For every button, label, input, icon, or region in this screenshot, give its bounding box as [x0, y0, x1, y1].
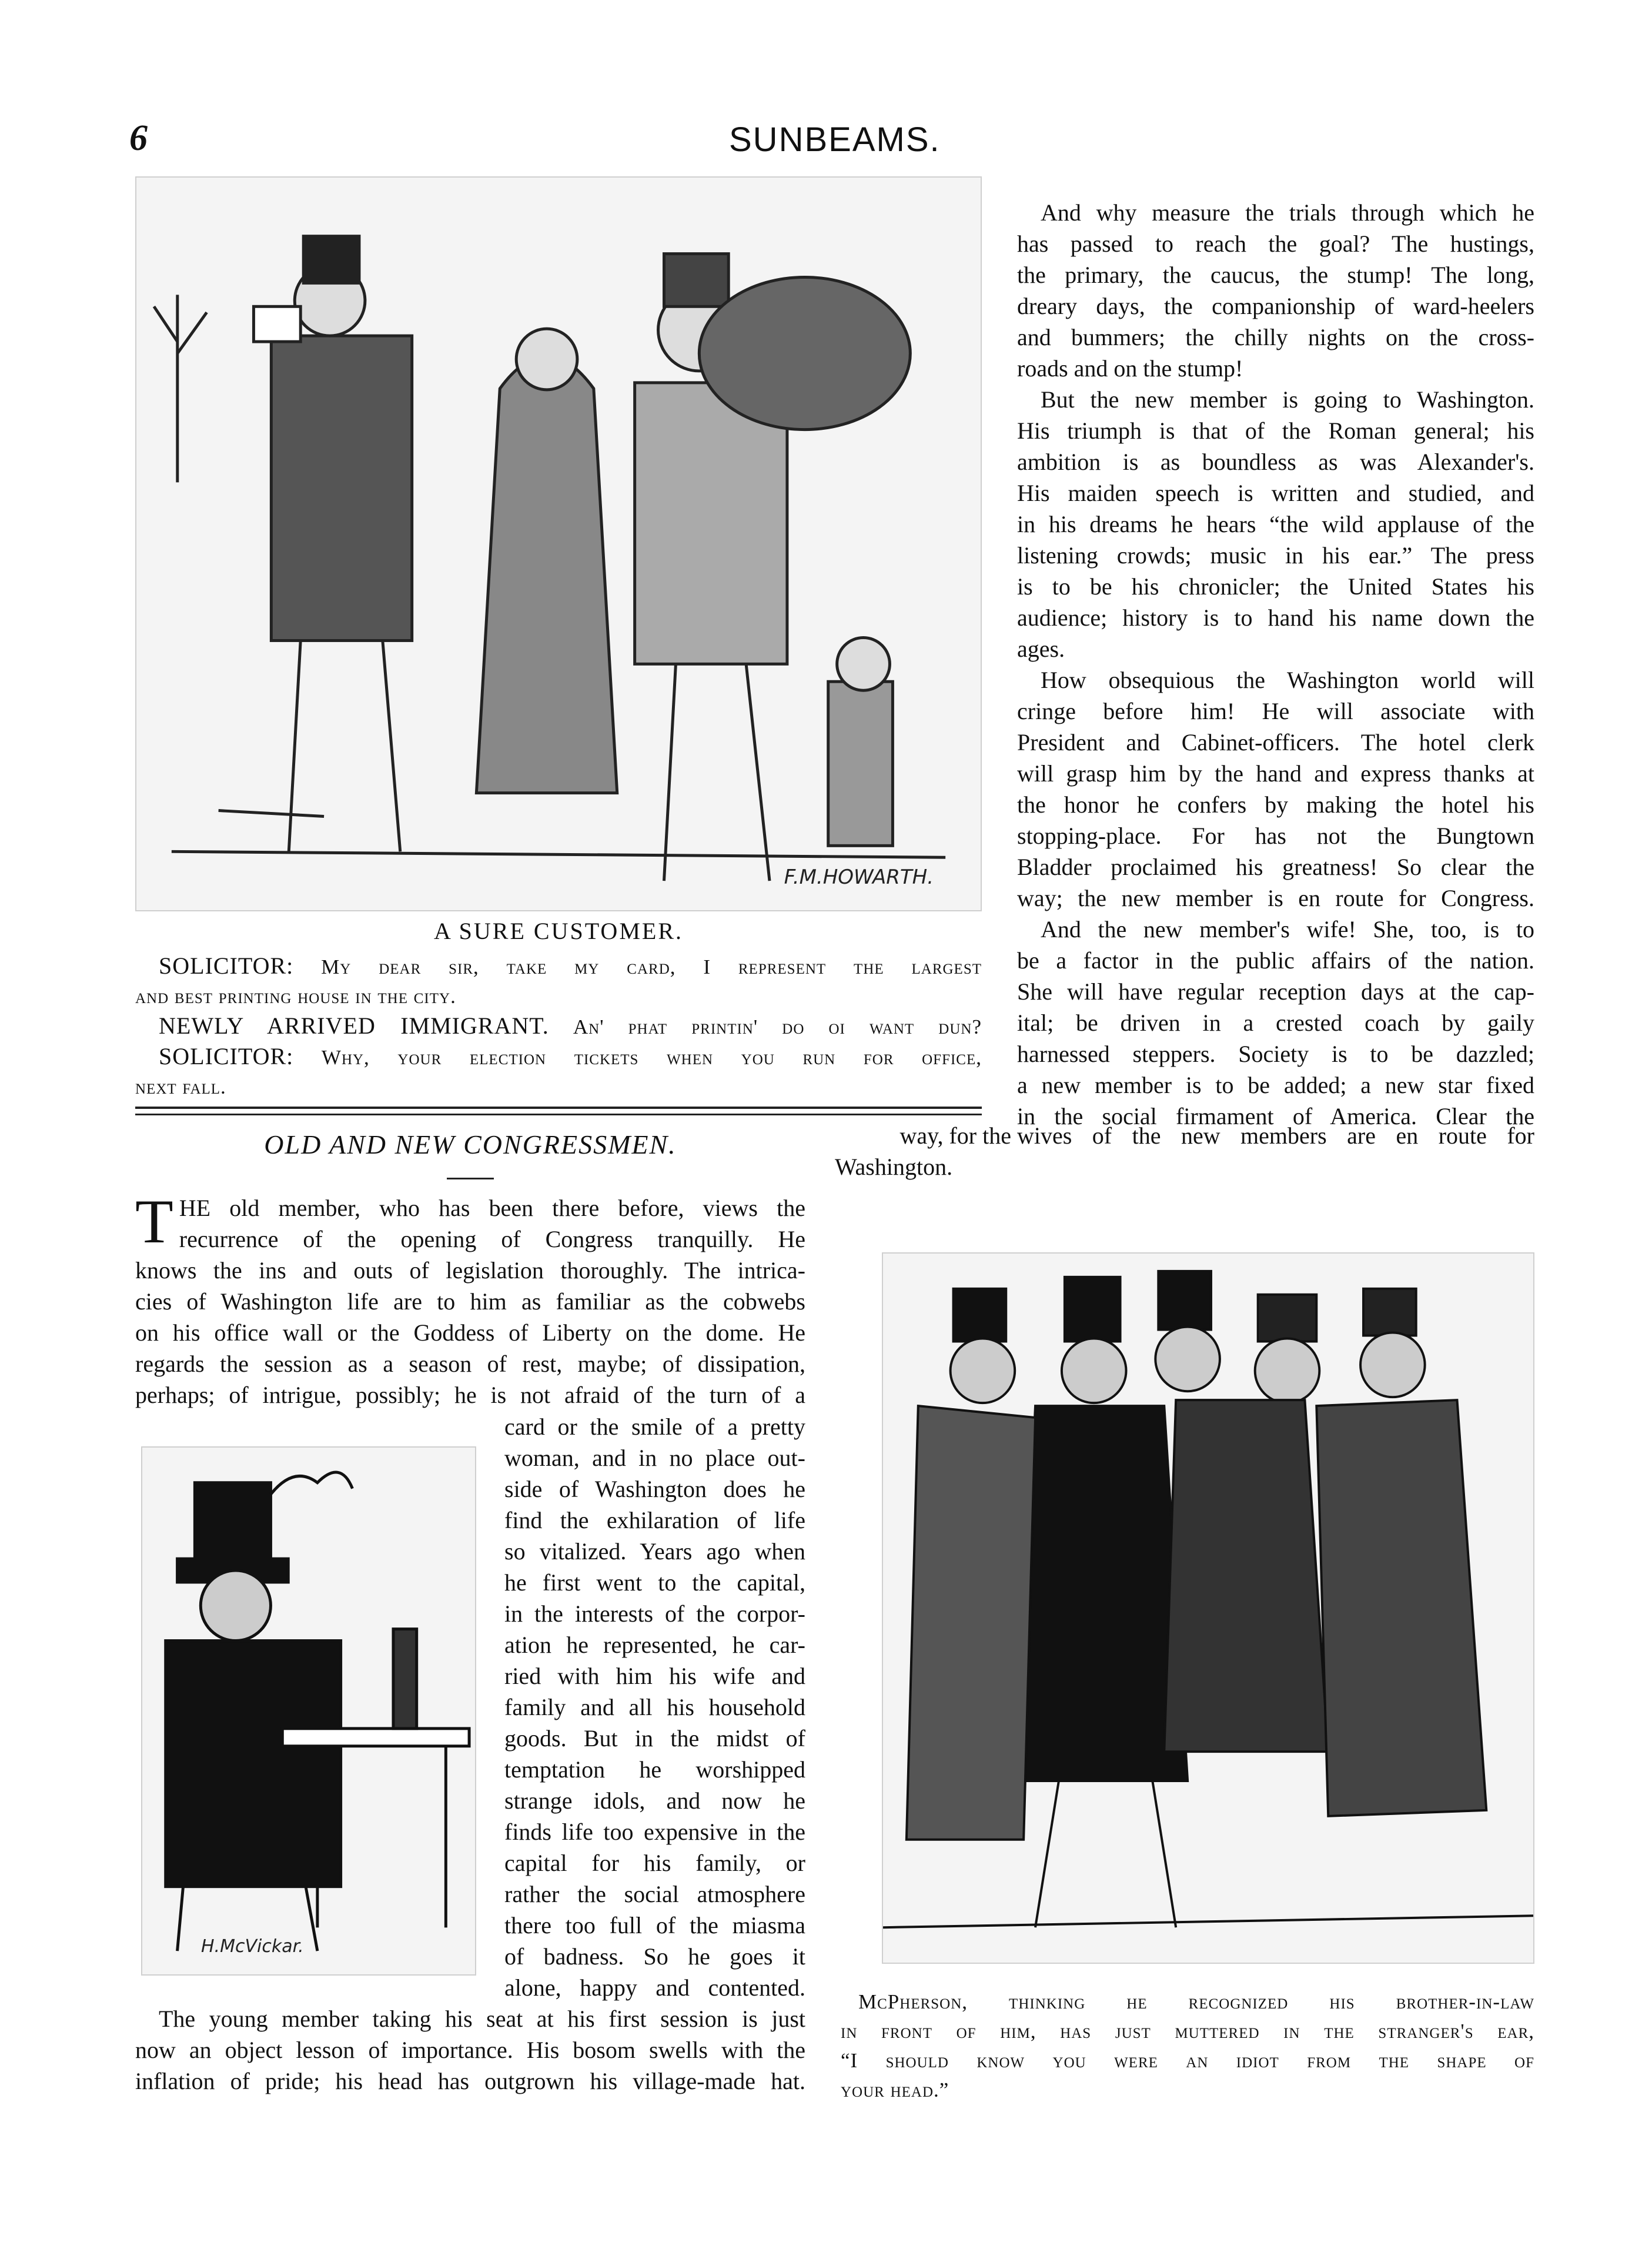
wide-line-left: way, for the	[899, 1122, 1011, 1149]
artist-signature: F.M.HOWARTH.	[784, 865, 934, 889]
caption-line: next fall.	[135, 1075, 226, 1098]
paragraph-line: His triumph is that of the Roman general; his	[1017, 417, 1534, 444]
paragraph-line: roads and on the stump!	[1017, 355, 1243, 382]
paragraph-line: of badness. So he goes it	[504, 1943, 805, 1970]
a-sure-customer-illustration	[135, 176, 982, 911]
cartoon-drawing	[136, 178, 981, 910]
crowd-caption	[841, 1987, 1534, 2105]
paragraph-line: ambition is as boundless as was Alexander's.	[1017, 449, 1534, 475]
paragraph-line: goods. But in the midst of	[504, 1725, 805, 1752]
paragraph-line: woman, and in no place out-	[504, 1445, 805, 1471]
paragraph-line: President and Cabinet-officers. The hotel clerk	[1017, 729, 1534, 756]
article-narrow-text	[504, 1411, 805, 2003]
paragraph-line: harnessed steppers. Society is to be dazzled;	[1017, 1041, 1534, 1067]
paragraph-line: cringe before him! He will associate with	[1017, 698, 1534, 724]
paragraph-line: alone, happy and contented.	[504, 1974, 805, 2001]
paragraph-line: ital; be driven in a crested coach by gaily	[1017, 1010, 1534, 1036]
paragraph-line: card or the smile of a pretty	[504, 1413, 805, 1440]
paragraph-line: The young member taking his seat at his first session is just	[159, 2006, 805, 2032]
caption-line: McPherson, thinking he recognized his brother-in-law	[858, 1990, 1534, 2013]
drop-cap: T	[135, 1187, 173, 1256]
paragraph-line: in the social firmament of America. Clear the	[1017, 1103, 1534, 1129]
paragraph-line: temptation he worshipped	[504, 1756, 805, 1783]
paragraph-line: capital for his family, or	[504, 1850, 805, 1876]
paragraph-line: in his dreams he hears “the wild applause of the	[1017, 511, 1534, 537]
paragraph-line: ages.	[1017, 636, 1065, 662]
paragraph-line: regards the session as a season of rest, maybe; of dissipation,	[135, 1351, 805, 1377]
running-title: SUNBEAMS.	[729, 121, 941, 159]
paragraph-line: HE old member, who has been there before, views the	[179, 1195, 805, 1221]
cartoon-dialogue	[135, 951, 982, 1102]
paragraph-line: side of Washington does he	[504, 1476, 805, 1502]
paragraph-line: on his office wall or the Goddess of Liberty on the dome. He	[135, 1319, 805, 1346]
paragraph-line: And why measure the trials through which he	[1041, 199, 1534, 226]
paragraph-line: is to be his chronicler; the United States his	[1017, 573, 1534, 600]
paragraph-line: inflation of pride; his head has outgrown his village-made hat.	[135, 2068, 805, 2094]
paragraph-line: strange idols, and now he	[504, 1787, 805, 1814]
paragraph-line: audience; history is to hand his name down the	[1017, 604, 1534, 631]
caption-line: in front of him, has just muttered in the stranger's ear,	[841, 2020, 1534, 2043]
paragraph-line: now an object lesson of importance. His bosom swells with the	[135, 2037, 805, 2063]
artist-signature: H.McVickar.	[201, 1936, 304, 1957]
wide-line-right: wives of the new members are en route for	[1017, 1122, 1534, 1149]
paragraph-line: has passed to reach the goal? The hustings,	[1017, 230, 1534, 257]
paragraph-line: finds life too expensive in the	[504, 1819, 805, 1845]
paragraph-line: a new member is to be added; a new star fixed	[1017, 1072, 1534, 1098]
paragraph-line: ried with him his wife and	[504, 1663, 805, 1689]
caption-line: NEWLY ARRIVED IMMIGRANT. An' phat printin' do oi want dun?	[159, 1012, 982, 1039]
article-closing-text	[135, 2003, 805, 2097]
paragraph-line: find the exhilaration of life	[504, 1507, 805, 1533]
paragraph-line: the honor he confers by making the hotel his	[1017, 791, 1534, 818]
section-rule	[135, 1114, 982, 1115]
paragraph-line: cies of Washington life are to him as familiar as the cobwebs	[135, 1288, 805, 1315]
paragraph-line: the primary, the caucus, the stump! The long,	[1017, 262, 1534, 288]
paragraph-line: rather the social atmosphere	[504, 1881, 805, 1907]
paragraph-line: But the new member is going to Washington.	[1041, 386, 1534, 413]
page-number: 6	[129, 118, 148, 158]
paragraph-line: he first went to the capital,	[504, 1569, 805, 1596]
caption-line: SOLICITOR: My dear sir, take my card, I represent the largest	[159, 952, 982, 979]
wide-line-final: Washington.	[835, 1154, 953, 1180]
paragraph-line: family and all his household	[504, 1694, 805, 1720]
paragraph-line: there too full of the miasma	[504, 1912, 805, 1939]
title-rule	[447, 1178, 494, 1179]
caption-line: SOLICITOR: Why, your election tickets when you run for office,	[159, 1043, 982, 1070]
paragraph-line: in the interests of the corpor-	[504, 1600, 805, 1627]
caption-line: and best printing house in the city.	[135, 985, 456, 1008]
paragraph-line: way; the new member is en route for Congress.	[1017, 885, 1534, 911]
paragraph-line: and bummers; the chilly nights on the cross-	[1017, 324, 1534, 350]
crowd-illustration	[882, 1252, 1534, 1964]
paragraph-line: dreary days, the companionship of ward-heelers	[1017, 293, 1534, 319]
article-title: OLD AND NEW CONGRESSMEN.	[264, 1129, 677, 1159]
paragraph-line: She will have regular reception days at the cap-	[1017, 978, 1534, 1005]
paragraph-line: Bladder proclaimed his greatness! So clear the	[1017, 854, 1534, 880]
old-member-drawing	[142, 1448, 475, 1974]
paragraph-line: listening crowds; music in his ear.” The press	[1017, 542, 1534, 569]
paragraph-line: perhaps; of intrigue, possibly; he is not afraid of the turn of a	[135, 1382, 805, 1408]
paragraph-line: His maiden speech is written and studied, and	[1017, 480, 1534, 506]
paragraph-line: recurrence of the opening of Congress tranquilly. He	[179, 1226, 805, 1252]
paragraph-line: How obsequious the Washington world will	[1041, 667, 1534, 693]
paragraph-line: knows the ins and outs of legislation thoroughly. The intrica-	[135, 1257, 805, 1284]
paragraph-line: be a factor in the public affairs of the nation.	[1017, 947, 1534, 974]
paragraph-line: ation he represented, he car-	[504, 1632, 805, 1658]
crowd-drawing	[883, 1254, 1533, 1963]
paragraph-line: And the new member's wife! She, too, is to	[1041, 916, 1534, 943]
section-rule	[135, 1107, 982, 1109]
old-member-illustration	[141, 1446, 476, 1976]
caption-line: your head.”	[841, 2078, 949, 2101]
cartoon-title: A SURE CUSTOMER.	[433, 918, 683, 944]
article-intro	[135, 1187, 805, 1411]
caption-line: “I should know you were an idiot from the shape of	[841, 2049, 1534, 2072]
paragraph-line: so vitalized. Years ago when	[504, 1538, 805, 1565]
right-column-text	[1017, 197, 1534, 1132]
paragraph-line: will grasp him by the hand and express thanks at	[1017, 760, 1534, 787]
paragraph-line: stopping-place. For has not the Bungtown	[1017, 823, 1534, 849]
